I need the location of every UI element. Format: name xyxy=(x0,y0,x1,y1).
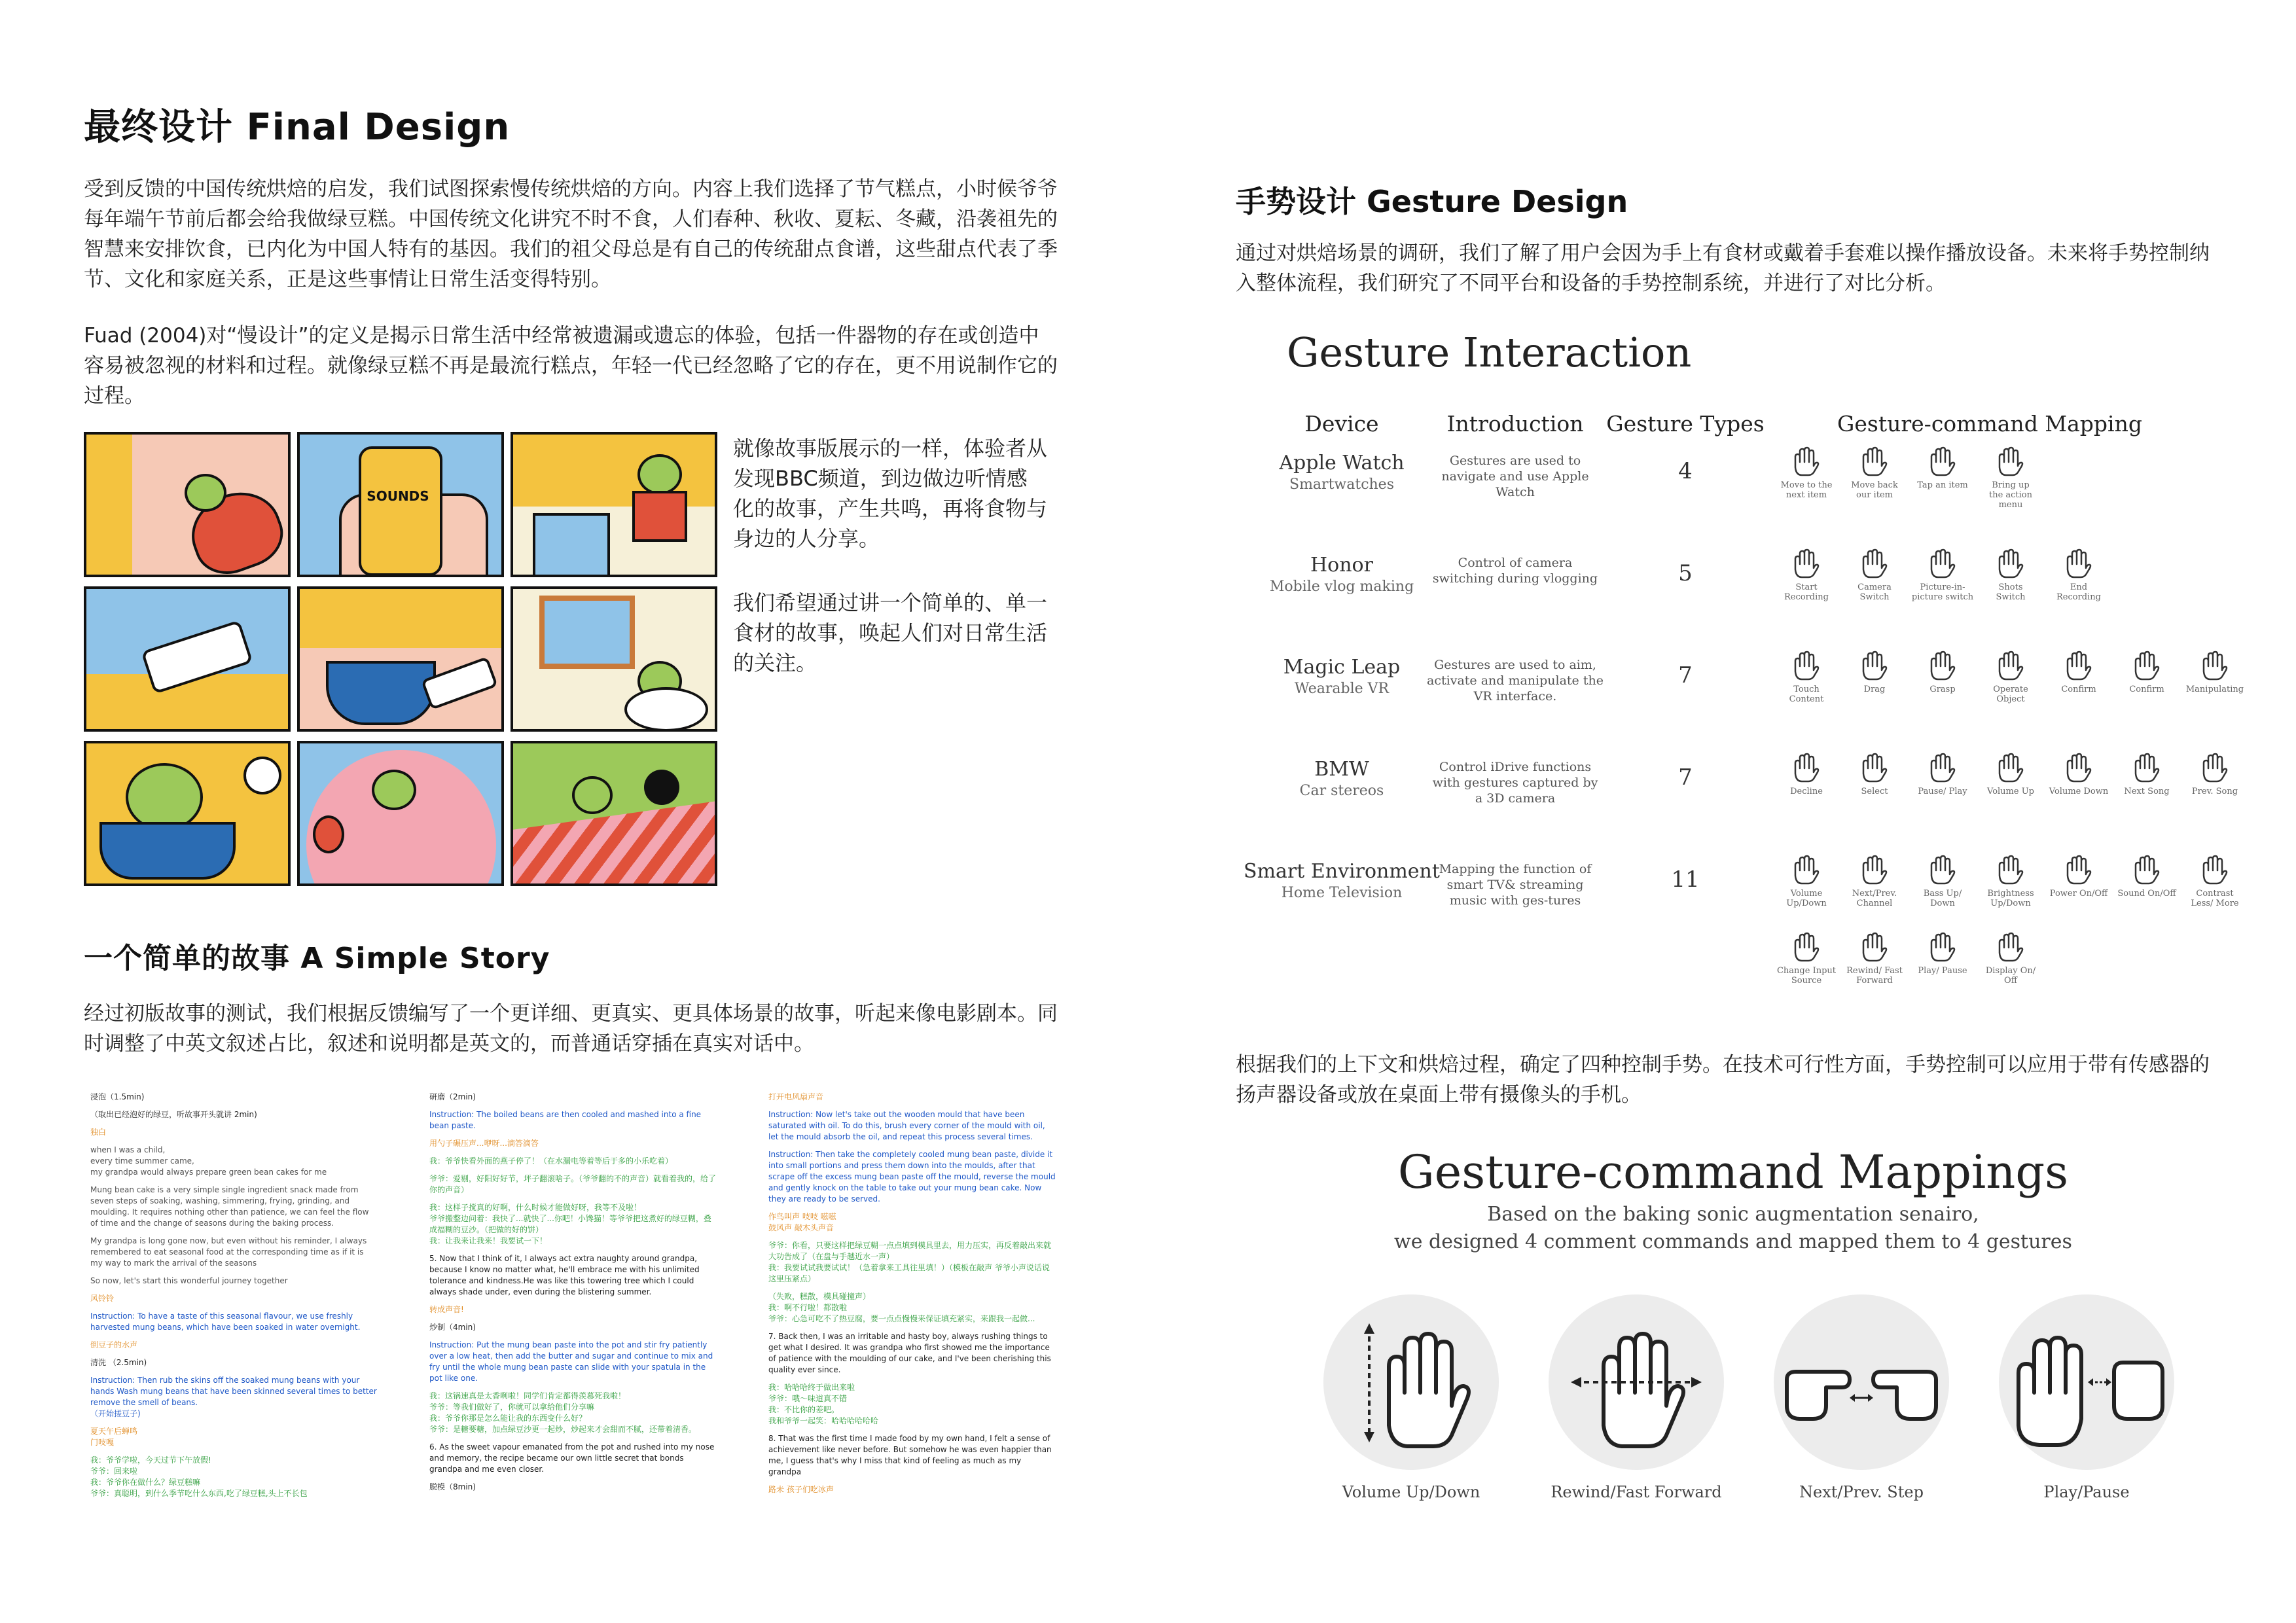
next-prev-hand-icon xyxy=(1774,1294,1949,1470)
hand-gesture-icon xyxy=(1996,445,2026,478)
mapping-label-next-prev: Next/Prev. Step xyxy=(1799,1483,1924,1501)
hand-gesture-icon xyxy=(1996,931,2026,963)
script-line: So now, let's start this wonderful journey together xyxy=(90,1276,288,1285)
gesture-item xyxy=(1842,445,1907,500)
script-column-2 xyxy=(429,1092,717,1499)
gesture-label: Volume Up/Down xyxy=(1786,889,1827,908)
final-design-paragraph-1: 受到反馈的中国传统烘焙的启发，我们试图探索慢传统烘焙的方向。内容上我们选择了节气糕点，小时候爷爷每年端午节前后都会给我做绿豆糕。中国传统文化讲究不时不食，人们春种、秋收、夏耘、冬藏，沿袭祖先的智慧来安排饮食，已内化为中国人特有的基因。我们的祖父母总是有自己的传统甜点食谱，这些甜点代表了季节、文化和家庭关系，正是这些事情让日常生活变得特别。 xyxy=(84,177,1058,291)
script-line: 打开电风扇声音 xyxy=(768,1092,824,1101)
gesture-label: Change Input Source xyxy=(1776,966,1837,986)
script-line: 8. That was the first time I made food by my own hand, I felt a sense of achievement like never before. But somehow he was even happier than me, I guess that's why I miss that kind of feeling as much as my grandpa xyxy=(768,1434,1052,1476)
script-line: Instruction: To have a taste of this seasonal flavour, we use freshly harvested mung beans, which have been soaked in water overnight. xyxy=(90,1311,361,1332)
gesture-label: Move back our item xyxy=(1851,480,1898,500)
simple-story-paragraph: 经过初版故事的测试，我们根据反馈编写了一个更详细、更真实、更具体场景的故事，听起来像电影剧本。同时调整了中英文叙述占比，叙述和说明都是英文的，而普通话穿插在真实对话中。 xyxy=(84,1002,1058,1056)
mappings-subtitle-1: Based on the baking sonic augmentation senairo, xyxy=(1487,1203,1979,1226)
hand-gesture-icon xyxy=(2200,751,2230,784)
script-line: My grandpa is long gone now, but even without his reminder, I always remembered to eat seasonal food at the corresponding time as if it is my way to mark the arrival of the seasons xyxy=(90,1236,367,1268)
gesture-label: Play/ Pause xyxy=(1918,966,1967,976)
hand-gesture-icon xyxy=(1791,931,1821,963)
gesture-label: Move to the next item xyxy=(1780,480,1833,500)
gesture-label: Camera Switch xyxy=(1857,582,1892,602)
gesture-item xyxy=(1774,547,1839,602)
gesture-label: Shots Switch xyxy=(1996,582,2026,602)
script-line: 我：这样子搅真的好啊，什么时候才能做好呀，我等不及啦！ 爷爷搬整边问着：我快了...就快了...你吧！小馋猫！等爷爷把这煮好的绿豆糊，叠成福糊的豆沙。（把做的好的饼） 我：让我来让我来！我要试一下！ xyxy=(429,1203,711,1245)
storyboard-caption-2: 我们希望通过讲一个简单的、单一食材的故事，唤起人们对日常生活的关注。 xyxy=(733,590,1048,675)
script-line: 独白 xyxy=(90,1128,107,1137)
hand-gesture-icon xyxy=(1791,547,1821,580)
gesture-item xyxy=(1842,649,1907,694)
device-name: BMW xyxy=(1314,758,1369,781)
gesture-item xyxy=(1774,931,1839,986)
gesture-item xyxy=(1978,931,2043,986)
hand-gesture-icon xyxy=(1928,649,1958,682)
hand-gesture-icon xyxy=(2064,649,2094,682)
script-line: 转成声音! xyxy=(429,1305,464,1314)
hand-gesture-icon xyxy=(2064,751,2094,784)
gesture-label: Volume Down xyxy=(2049,787,2109,796)
script-line: 5. Now that I think of it, I always act extra naughty around grandpa, because I know no matter what, he'll embrace me with his unlimited tolerance and kindness.He was like this towering tree which I could always shade under, even during the blistering summer. xyxy=(429,1254,700,1296)
device-introduction: Gestures are used to aim, activate and manipulate the VR interface. xyxy=(1427,658,1604,704)
sounds-app-label: SOUNDS xyxy=(367,488,429,504)
gesture-label: Manipulating xyxy=(2185,685,2244,694)
gesture-label: Drag xyxy=(1863,685,1886,694)
script-line: 我：爷爷学啦，今天过节下午放假! 爷爷：回来啦 我：爷爷你在做什么？绿豆糕嘛 爷爷：真聪明，到什么季节吃什么东西,吃了绿豆糕,头上不长包 xyxy=(90,1455,308,1498)
gesture-item xyxy=(1842,853,1907,908)
mapping-label-play-pause: Play/Pause xyxy=(2043,1483,2130,1501)
gesture-label: Volume Up xyxy=(1987,787,2034,796)
hand-gesture-icon xyxy=(1791,751,1821,784)
gesture-item xyxy=(1842,547,1907,602)
device-subtitle: Home Television xyxy=(1281,885,1403,901)
script-line: 倒豆子的水声 xyxy=(90,1340,138,1349)
script-line: Instruction: The boiled beans are then cooled and mashed into a fine bean paste. xyxy=(429,1110,702,1130)
script-column-3 xyxy=(768,1092,1056,1502)
gesture-label: Rewind/ Fast Forward xyxy=(1846,966,1903,986)
script-line: 脱模（8min) xyxy=(429,1482,476,1491)
gesture-item xyxy=(2114,751,2179,796)
hand-gesture-icon xyxy=(1859,751,1890,784)
script-line: 作鸟叫声 吱吱 嗞嗞 鼓风声 敲木头声音 xyxy=(768,1212,836,1232)
script-line: 夏天午后蝉鸣 门吱嘎 xyxy=(90,1427,138,1447)
hand-gesture-icon xyxy=(1928,931,1958,963)
gesture-item xyxy=(1910,547,1975,602)
script-line: 清洗 （2.5min) xyxy=(90,1358,147,1367)
script-line: （失败，糕散，模具碰撞声） 我：啊不行啦！都散啦 爷爷：心急可吃不了热豆腐，要一点点慢慢来保证填充紧实，来跟我一起做... xyxy=(768,1292,1035,1323)
gesture-label: Brightness Up/Down xyxy=(1987,889,2034,908)
script-line: 我：爷爷快看外面的燕子停了！（在水漏电等着等后于多的小乐吃着） xyxy=(429,1156,673,1166)
header-device: Device xyxy=(1304,411,1379,437)
gesture-item xyxy=(2114,853,2179,899)
gesture-item xyxy=(2046,547,2111,602)
hand-gesture-icon xyxy=(1928,853,1958,886)
hand-gesture-icon xyxy=(2132,751,2162,784)
mappings-title: Gesture-command Mappings xyxy=(1397,1145,2069,1199)
storyboard-caption-1: 就像故事版展示的一样，体验者从发现BBC频道，到边做边听情感化的故事，产生共鸣，再将食物与身边的人分享。 xyxy=(733,436,1048,551)
script-line: 研磨（2min) xyxy=(429,1092,476,1101)
gesture-label: Tap an item xyxy=(1917,480,1968,490)
hand-gesture-icon xyxy=(1996,853,2026,886)
gesture-item xyxy=(2046,751,2111,796)
gesture-label: Power On/Off xyxy=(2049,889,2108,899)
gesture-item xyxy=(2182,751,2248,796)
gesture-design-paragraph: 通过对烘焙场景的调研，我们了解了用户会因为手上有食材或戴着手套难以操作播放设备。未来将手势控制纳入整体流程，我们研究了不同平台和设备的手势控制系统，并进行了对比分析。 xyxy=(1236,241,2210,295)
volume-hand-icon xyxy=(1323,1294,1499,1470)
gesture-item xyxy=(1910,649,1975,694)
context-paragraph: 根据我们的上下文和烘焙过程，确定了四种控制手势。在技术可行性方面，手势控制可以应用于带有传感器的扬声器设备或放在桌面上带有摄像头的手机。 xyxy=(1236,1053,2210,1107)
gesture-label: Next Song xyxy=(2124,787,2170,796)
mappings-subtitle-2: we designed 4 comment commands and mapped them to 4 gestures xyxy=(1394,1230,2072,1253)
final-design-paragraph-2: Fuad (2004)对“慢设计”的定义是揭示日常生活中经常被遗漏或遗忘的体验，包括一件器物的存在或创造中容易被忽视的材料和过程。就像绿豆糕不再是最流行糕点，年轻一代已经忽略了它的存在，更不用说制作它的过程。 xyxy=(84,324,1058,408)
header-gesture-mapping: Gesture-command Mapping xyxy=(1837,411,2142,437)
gesture-label: Confirm xyxy=(2129,685,2164,694)
gesture-item xyxy=(1978,445,2043,510)
device-name: Honor xyxy=(1310,554,1373,577)
script-line: 我：这锅速真是太香咧啦！同学们肯定都得羡慕死我啦！ 爷爷：等我们做好了，你就可以拿给他们分享嘛 我：爷爷你那是怎么能让我的东西变什么好？ 爷爷：是糖要糖，加点绿豆沙更一起炒，炒起来才会甜而不腻，还带着清香。 xyxy=(429,1391,697,1434)
gesture-label: Contrast Less/ More xyxy=(2191,889,2239,908)
script-line: when I was a child, every time summer came, my grandpa would always prepare green bean cakes for me xyxy=(90,1145,327,1177)
device-introduction: Mapping the function of smart TV& streaming music with ges-tures xyxy=(1439,862,1592,908)
script-line: Instruction: Then rub the skins off the soaked mung beans with your hands Wash mung beans that have been skinned several times to better remove the smell of beans. （开始搓豆子) xyxy=(90,1376,377,1418)
gesture-item xyxy=(1842,931,1907,986)
rewind-gesture-circle xyxy=(1549,1294,1724,1470)
gesture-label: Display On/ Off xyxy=(1985,966,2036,986)
final-design-title: 最终设计 Final Design xyxy=(84,106,511,149)
hand-gesture-icon xyxy=(1996,751,2026,784)
hand-gesture-icon xyxy=(1996,649,2026,682)
device-introduction: Control of camera switching during vlogging xyxy=(1432,556,1598,586)
hand-gesture-icon xyxy=(1859,649,1890,682)
script-line: Instruction: Then take the completely cooled mung bean paste, divide it into small portions and press them down into the moulds, after that scrape off the excess mung bean paste off the mould, reverse the mould and gently knock on the table to take out your mung bean cake. Now they are ready to be served. xyxy=(768,1150,1056,1204)
gesture-type-count: 11 xyxy=(1671,866,1700,893)
device-name: Smart Environment xyxy=(1244,860,1440,883)
script-line: 路未 孩子们吃冰声 xyxy=(768,1485,834,1494)
rewind-hand-icon xyxy=(1549,1294,1724,1470)
script-line: Mung bean cake is a very simple single ingredient snack made from seven steps of soaking, washing, simmering, frying, grinding, and moulding. It requires nothing other than patience, we can feel the flow of time and the change of seasons during the baking process. xyxy=(90,1185,369,1228)
hand-gesture-icon xyxy=(2200,853,2230,886)
mapping-label-volume: Volume Up/Down xyxy=(1342,1483,1480,1501)
gesture-label: Grasp xyxy=(1929,685,1956,694)
gesture-label: Decline xyxy=(1790,787,1823,796)
gesture-type-count: 7 xyxy=(1678,662,1693,688)
volume-gesture-circle xyxy=(1323,1294,1499,1470)
play-pause-gesture-circle xyxy=(1999,1294,2174,1470)
gesture-label: Sound On/Off xyxy=(2117,889,2176,899)
script-line: （取出已经泡好的绿豆，听故事开头就讲 2min) xyxy=(90,1110,257,1119)
gesture-item xyxy=(1910,751,1975,796)
device-subtitle: Wearable VR xyxy=(1294,681,1390,697)
script-line: 7. Back then, I was an irritable and hasty boy, always rushing things to get what I desired. It was grandpa who first showed me the importance of patience with the moulding of our cake, and I've been cherishing this quality ever since. xyxy=(768,1332,1051,1374)
device-subtitle: Smartwatches xyxy=(1289,476,1394,493)
gesture-label: Select xyxy=(1861,787,1888,796)
gesture-item xyxy=(1978,649,2043,704)
hand-gesture-icon xyxy=(2064,853,2094,886)
gesture-item xyxy=(2046,853,2111,899)
gesture-label: Pause/ Play xyxy=(1918,787,1967,796)
gesture-label: Start Recording xyxy=(1784,582,1829,602)
hand-gesture-icon xyxy=(1859,547,1890,580)
gesture-label: Confirm xyxy=(2061,685,2096,694)
gesture-item xyxy=(2114,649,2179,694)
hand-gesture-icon xyxy=(1791,853,1821,886)
gesture-interaction-title: Gesture Interaction xyxy=(1287,329,1692,376)
gesture-label: Touch Content xyxy=(1789,685,1824,704)
gesture-item xyxy=(1978,853,2043,908)
script-line: 爷爷：你看，只要这样把绿豆糊一点点填到模具里去，用力压实，再反着敲出来就大功告成了（在盘与手越近水一声） 我：我要试试我要试试！（急着拿来工具往里填！）（模板在敲声 爷爷小声说话说这里压紧点） xyxy=(768,1241,1052,1283)
gesture-item xyxy=(1910,931,1975,976)
hand-gesture-icon xyxy=(1928,547,1958,580)
device-introduction: Gestures are used to navigate and use Apple Watch xyxy=(1441,454,1589,499)
hand-gesture-icon xyxy=(2132,853,2162,886)
gesture-item xyxy=(2046,649,2111,694)
hand-gesture-icon xyxy=(1791,649,1821,682)
gesture-item xyxy=(1910,853,1975,908)
gesture-item xyxy=(1978,547,2043,602)
gesture-item xyxy=(2182,649,2248,694)
hand-gesture-icon xyxy=(2200,649,2230,682)
gesture-item xyxy=(1774,751,1839,796)
gesture-item xyxy=(1774,853,1839,908)
hand-gesture-icon xyxy=(1928,751,1958,784)
hand-gesture-icon xyxy=(2064,547,2094,580)
play-pause-hand-icon xyxy=(1999,1294,2174,1470)
gesture-label: Next/Prev. Channel xyxy=(1852,889,1897,908)
device-subtitle: Car stereos xyxy=(1299,783,1384,799)
device-name: Apple Watch xyxy=(1279,452,1405,474)
gesture-item xyxy=(2182,853,2248,908)
gesture-item xyxy=(1774,445,1839,500)
hand-gesture-icon xyxy=(1791,445,1821,478)
script-line: 炒制（4min) xyxy=(429,1323,476,1332)
device-introduction: Control iDrive functions with gestures captured by a 3D camera xyxy=(1432,760,1598,806)
gesture-label: End Recording xyxy=(2056,582,2101,602)
header-introduction: Introduction xyxy=(1446,411,1584,437)
device-subtitle: Mobile vlog making xyxy=(1269,579,1414,595)
hand-gesture-icon xyxy=(1859,931,1890,963)
gesture-type-count: 7 xyxy=(1678,764,1693,791)
script-line: Instruction: Now let's take out the wooden mould that have been saturated with oil. To do this, brush every corner of the mould with oil, let the mould absorb the oil, and repeat this process several times. xyxy=(768,1110,1045,1141)
gesture-item xyxy=(1910,445,1975,490)
script-line: 爷爷：爱剔，好阳好好节，坪子翻滚啥子。（爷爷翻的不的声音）就看着我的，给了你的声音） xyxy=(429,1174,717,1194)
gesture-label: Bass Up/ Down xyxy=(1923,889,1962,908)
gesture-type-count: 5 xyxy=(1678,560,1693,586)
gesture-label: Operate Object xyxy=(1993,685,2028,704)
gesture-design-title: 手势设计 Gesture Design xyxy=(1236,184,1628,219)
gesture-label: Picture-in- picture switch xyxy=(1911,582,1974,602)
script-line: 浸泡（1.5min) xyxy=(90,1092,145,1101)
script-line: Instruction: Put the mung bean paste into the pot and stir fry patiently over a low heat, then add the butter and sugar and continue to mix and fry until the whole mung bean paste can slide with your spatula in the pot like one. xyxy=(429,1340,713,1383)
next-prev-gesture-circle xyxy=(1774,1294,1949,1470)
header-gesture-types: Gesture Types xyxy=(1606,411,1765,437)
hand-gesture-icon xyxy=(1996,547,2026,580)
gesture-label: Prev. Song xyxy=(2191,787,2238,796)
hand-gesture-icon xyxy=(1859,853,1890,886)
script-line: 我：哈哈哈终于做出来啦 爷爷：哦～味道真不错 我：不比你的差吧。 我和爷爷一起笑：哈哈哈哈哈哈 xyxy=(768,1383,879,1425)
gesture-item xyxy=(1842,751,1907,796)
script-line: 6. As the sweet vapour emanated from the pot and rushed into my nose and memory, the recipe became our own little secret that bonds grandpa and me even closer. xyxy=(429,1442,715,1474)
script-line: 用勺子碾压声...咿呀...滴答滴答 xyxy=(429,1139,539,1148)
hand-gesture-icon xyxy=(2132,649,2162,682)
device-name: Magic Leap xyxy=(1283,656,1401,679)
gesture-item xyxy=(1774,649,1839,704)
simple-story-title: 一个简单的故事 A Simple Story xyxy=(84,942,550,975)
hand-gesture-icon xyxy=(1859,445,1890,478)
script-column-1 xyxy=(90,1092,378,1506)
hand-gesture-icon xyxy=(1928,445,1958,478)
gesture-type-count: 4 xyxy=(1678,458,1693,484)
gesture-item xyxy=(1978,751,2043,796)
gesture-label: Bring up the action menu xyxy=(1988,480,2033,510)
mapping-label-rewind: Rewind/Fast Forward xyxy=(1551,1483,1722,1501)
script-line: 风铃铃 xyxy=(90,1294,115,1303)
